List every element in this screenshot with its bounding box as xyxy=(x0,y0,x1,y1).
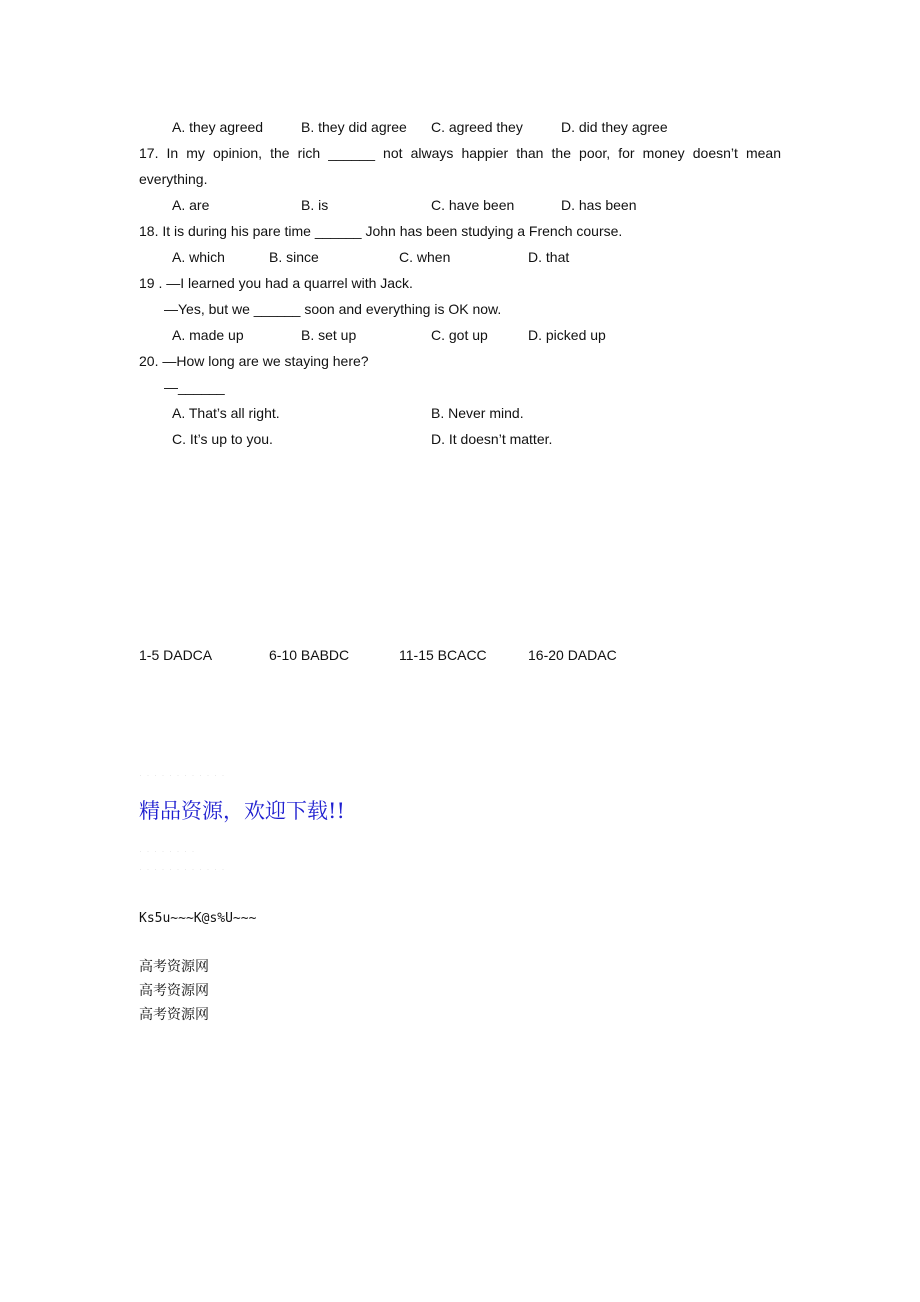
q17-option-d: D. has been xyxy=(561,197,637,213)
q20-option-c: C. It’s up to you. xyxy=(172,431,273,447)
q18-option-a: A. which xyxy=(172,249,225,265)
faint-watermark-dots: · · · · · · · · · · · · xyxy=(139,770,226,780)
q19-reply: —Yes, but we ______ soon and everything is OK now. xyxy=(164,301,502,317)
q16-option-b: B. they did agree xyxy=(301,119,407,135)
answer-key-1-5: 1-5 DADCA xyxy=(139,647,213,663)
q16-option-a: A. they agreed xyxy=(172,119,264,135)
faint-watermark-dots-3: · · · · · · · · · · · · xyxy=(139,864,226,874)
ks5u-watermark: Ks5u~~~K@s%U~~~ xyxy=(139,911,257,926)
gaokao-line-2: 高考资源网 xyxy=(139,983,209,999)
q19-option-d: D. picked up xyxy=(528,327,606,343)
download-banner: 精品资源，欢迎下载!! xyxy=(139,799,345,823)
q19-stem: 19 . —I learned you had a quarrel with Jack. xyxy=(139,275,413,291)
q18-option-b: B. since xyxy=(269,249,319,265)
answer-key-16-20: 16-20 DADAC xyxy=(528,647,617,663)
q20-option-d: D. It doesn’t matter. xyxy=(431,431,553,447)
q18-option-d: D. that xyxy=(528,249,570,265)
q16-option-c: C. agreed they xyxy=(431,119,523,135)
q19-option-c: C. got up xyxy=(431,327,488,343)
faint-watermark-dots-2: · · · · · · · · xyxy=(139,846,196,856)
q16-option-d: D. did they agree xyxy=(561,119,668,135)
q17-option-a: A. are xyxy=(172,197,210,213)
gaokao-line-1: 高考资源网 xyxy=(139,959,209,975)
q20-option-a: A. That’s all right. xyxy=(172,405,280,421)
answer-key-11-15: 11-15 BCACC xyxy=(399,647,487,663)
q17-option-c: C. have been xyxy=(431,197,515,213)
q20-stem: 20. —How long are we staying here? xyxy=(139,353,369,369)
q19-option-b: B. set up xyxy=(301,327,357,343)
q20-reply: —______ xyxy=(164,379,225,395)
q19-option-a: A. made up xyxy=(172,327,244,343)
answer-key-6-10: 6-10 BABDC xyxy=(269,647,350,663)
q17-stem-continued: everything. xyxy=(139,171,208,187)
q17-option-b: B. is xyxy=(301,197,329,213)
q20-option-b: B. Never mind. xyxy=(431,405,524,421)
gaokao-line-3: 高考资源网 xyxy=(139,1007,209,1023)
q18-option-c: C. when xyxy=(399,249,451,265)
q18-stem: 18. It is during his pare time ______ John has been studying a French course. xyxy=(139,223,623,239)
q17-stem: 17. In my opinion, the rich ______ not always happier than the poor, for money doesn’t mean xyxy=(139,145,781,161)
